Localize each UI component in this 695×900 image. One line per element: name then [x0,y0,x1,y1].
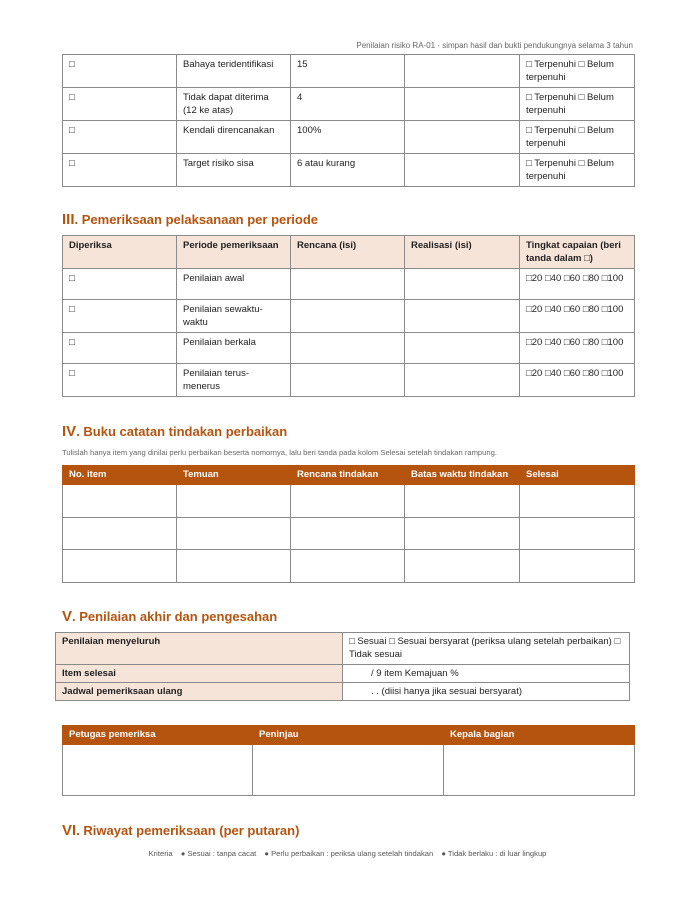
criteria-item: Bahaya teridentifikasi [177,55,291,88]
table-row [56,633,630,665]
signature-table [62,725,635,796]
table-row [56,683,630,701]
table-row [63,121,635,154]
column-header: Batas waktu tindakan [405,466,520,485]
section-3-title: III. Pemeriksaan pelaksanaan per periode [62,211,319,228]
overall-value[interactable]: □ Sesuai □ Sesuai bersyarat (periksa ulang setelah perbaikan) □ Tidak sesuai [343,633,630,665]
signature-box[interactable] [63,745,253,796]
column-header: Kepala bagian [444,726,635,745]
achievement-options[interactable]: □20 □40 □60 □80 □100 [520,300,635,333]
period-label: Penilaian awal [177,269,291,300]
plan-cell[interactable] [291,300,405,333]
checkbox[interactable]: □ [63,55,177,88]
plan-cell[interactable] [291,269,405,300]
table-row [63,300,635,333]
header-note: Penilaian risiko RA-01 · simpan hasil dan bukti pendukungnya selama 3 tahun [356,41,633,50]
actual-cell[interactable] [405,333,520,364]
achievement-options[interactable]: □20 □40 □60 □80 □100 [520,364,635,397]
column-header: Realisasi (isi) [405,236,520,269]
plan-cell[interactable] [291,364,405,397]
table-row [63,485,635,518]
done-value[interactable]: / 9 item Kemajuan % [343,665,630,683]
criteria-legend [0,849,695,858]
actual-cell[interactable] [405,364,520,397]
criteria-value: 6 atau kurang [291,154,405,187]
table-row [63,269,635,300]
signature-box[interactable] [253,745,444,796]
achievement-options[interactable]: □20 □40 □60 □80 □100 [520,269,635,300]
criteria-table [62,54,635,187]
actual-cell[interactable] [405,300,520,333]
status-options[interactable]: □ Terpenuhi □ Belum terpenuhi [520,88,635,121]
status-options[interactable]: □ Terpenuhi □ Belum terpenuhi [520,154,635,187]
criteria-value: 4 [291,88,405,121]
legend-item: ● Perlu perbaikan : periksa ulang setelah tindakan [264,849,434,858]
table-row [63,364,635,397]
criteria-value: 15 [291,55,405,88]
checkbox[interactable]: □ [63,333,177,364]
table-row [63,88,635,121]
checkbox[interactable]: □ [63,121,177,154]
final-assessment-table [55,632,630,701]
signature-box[interactable] [444,745,635,796]
column-header: Diperiksa [63,236,177,269]
checkbox[interactable]: □ [63,154,177,187]
actual-cell[interactable] [405,269,520,300]
section-4-title: IV. Buku catatan tindakan perbaikan [62,423,288,440]
checkbox[interactable]: □ [63,88,177,121]
column-header: Rencana (isi) [291,236,405,269]
period-label: Penilaian terus-menerus [177,364,291,397]
fill-cell[interactable] [405,88,520,121]
section-5-title: V. Penilaian akhir dan pengesahan [62,608,278,625]
legend-item: ● Tidak berlaku : di luar lingkup [441,849,547,858]
achievement-options[interactable]: □20 □40 □60 □80 □100 [520,333,635,364]
column-header: Peninjau [253,726,444,745]
overall-label: Penilaian menyeluruh [56,633,343,665]
criteria-item: Target risiko sisa [177,154,291,187]
legend-item: ● Sesuai : tanpa cacat [180,849,257,858]
column-header: Tingkat capaian (beri tanda dalam □) [520,236,635,269]
column-header: Periode pemeriksaan [177,236,291,269]
plan-cell[interactable] [291,333,405,364]
recheck-value[interactable]: . . (diisi hanya jika sesuai bersyarat) [343,683,630,701]
table-row [56,665,630,683]
corrective-log-table [62,465,635,583]
column-header: No. item [63,466,177,485]
fill-cell[interactable] [405,121,520,154]
table-row [63,333,635,364]
fill-cell[interactable] [405,55,520,88]
table-row [63,745,635,796]
legend-label: Kriteria [148,849,173,858]
section-4-note: Tulislah hanya item yang dinilai perlu perbaikan beserta nomornya, lalu beri tanda pada kolom Selesai setelah tindakan rampung. [62,448,497,457]
period-label: Penilaian sewaktu-waktu [177,300,291,333]
table-row [63,550,635,583]
column-header: Selesai [520,466,635,485]
column-header: Rencana tindakan [291,466,405,485]
criteria-value: 100% [291,121,405,154]
status-options[interactable]: □ Terpenuhi □ Belum terpenuhi [520,55,635,88]
section-6-title: VI. Riwayat pemeriksaan (per putaran) [62,822,300,839]
criteria-item: Kendali direncanakan [177,121,291,154]
recheck-label: Jadwal pemeriksaan ulang [56,683,343,701]
table-row [63,55,635,88]
period-label: Penilaian berkala [177,333,291,364]
checkbox[interactable]: □ [63,269,177,300]
column-header: Petugas pemeriksa [63,726,253,745]
checkbox[interactable]: □ [63,300,177,333]
checkbox[interactable]: □ [63,364,177,397]
table-row [63,517,635,550]
criteria-item: Tidak dapat diterima (12 ke atas) [177,88,291,121]
column-header: Temuan [177,466,291,485]
fill-cell[interactable] [405,154,520,187]
done-label: Item selesai [56,665,343,683]
table-row [63,154,635,187]
period-check-table [62,235,635,397]
status-options[interactable]: □ Terpenuhi □ Belum terpenuhi [520,121,635,154]
